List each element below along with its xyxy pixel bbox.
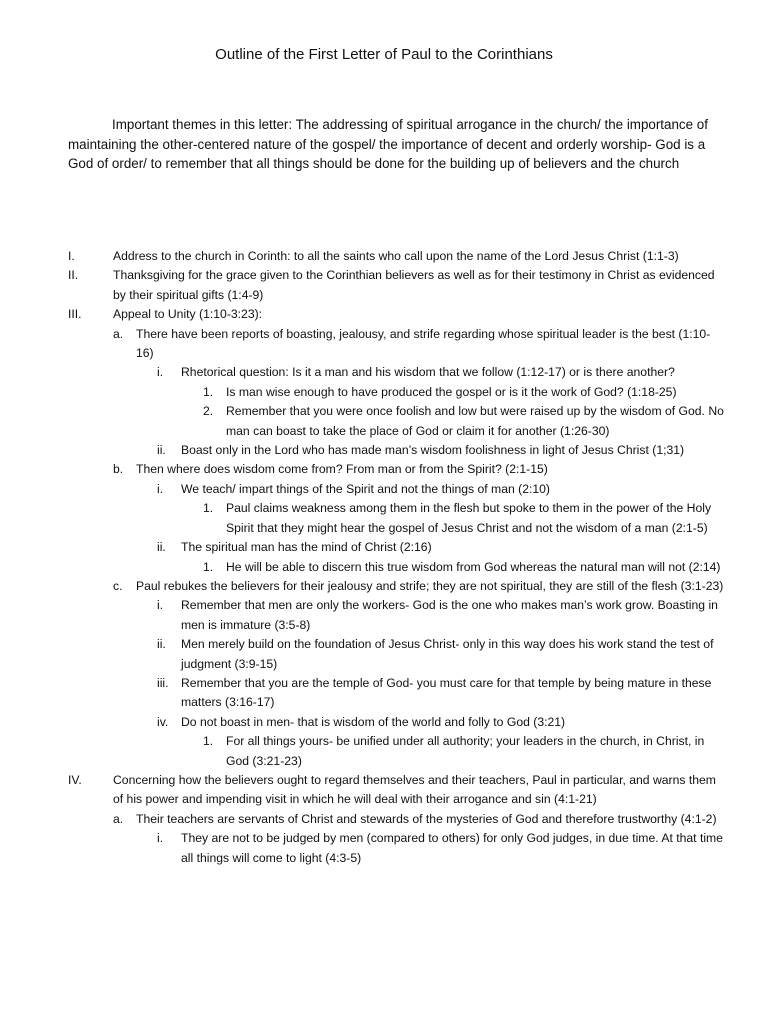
- outline-item-level-2: [0, 810, 768, 829]
- outline-item-label: I.: [68, 249, 75, 263]
- outline-item-text: Then where does wisdom come from? From man or from the Spirit? (2:1-15): [136, 462, 548, 477]
- outline-list: [0, 247, 768, 868]
- outline-item-level-3: [0, 829, 768, 868]
- outline-item-level-4: [0, 402, 768, 441]
- outline-item-level-1: [0, 247, 768, 266]
- outline-item-label: b.: [113, 462, 124, 477]
- outline-item-label: II.: [68, 268, 79, 283]
- outline-item-text: Their teachers are servants of Christ and stewards of the mysteries of God and therefore trustworthy (4:1-2): [136, 811, 717, 826]
- outline-item-label: ii.: [157, 540, 166, 555]
- outline-item-label: 1.: [203, 734, 214, 749]
- outline-item-level-4: [0, 499, 768, 538]
- outline-item-label: 1.: [203, 559, 214, 574]
- outline-item-label: 1.: [203, 384, 214, 399]
- outline-item-label: IV.: [68, 772, 82, 787]
- outline-item-label: a.: [113, 811, 124, 826]
- outline-item-label: ii.: [157, 637, 166, 652]
- outline-item-text: Remember that you were once foolish and low but were raised up by the wisdom of God. No man can boast to take the place of God or claim it for another (1:26-30): [226, 404, 724, 438]
- outline-item-text: Address to the church in Corinth: to all the saints who call upon the name of the Lord Jesus Christ (1:1-3): [113, 249, 679, 263]
- intro-paragraph: [68, 115, 728, 174]
- outline-item-level-4: [0, 383, 768, 402]
- outline-item-label: i.: [157, 831, 164, 846]
- outline-item-level-1: [0, 305, 768, 324]
- outline-item-level-4: [0, 732, 768, 771]
- document-title: Outline of the First Letter of Paul to the Corinthians: [215, 46, 553, 63]
- outline-item-level-2: [0, 460, 768, 479]
- outline-item-label: i.: [157, 598, 164, 613]
- outline-item-label: III.: [68, 307, 82, 322]
- outline-item-label: 1.: [203, 501, 214, 516]
- outline-item-level-3: [0, 441, 768, 460]
- outline-item-level-3: [0, 538, 768, 557]
- outline-item-text: Do not boast in men- that is wisdom of the world and folly to God (3:21): [181, 714, 566, 729]
- outline-item-text: Boast only in the Lord who has made man’s wisdom foolishness in light of Jesus Christ (1;31): [181, 443, 685, 458]
- outline-item-level-1: [0, 266, 768, 305]
- outline-item-level-3: [0, 596, 768, 635]
- outline-item-label: a.: [113, 326, 124, 341]
- outline-item-text: Remember that men are only the workers- God is the one who makes man’s work grow. Boasting in men is immature (3:5-8): [181, 598, 718, 632]
- outline-item-level-3: [0, 713, 768, 732]
- outline-item-text: Is man wise enough to have produced the gospel or is it the work of God? (1:18-25): [226, 384, 677, 399]
- outline-item-text: We teach/ impart things of the Spirit and not the things of man (2:10): [181, 481, 550, 496]
- outline-item-text: Concerning how the believers ought to regard themselves and their teachers, Paul in particular, and warns them of his power and impending visit in which he will deal with their arrogance and sin (4:1-21): [113, 772, 716, 807]
- outline-item-label: c.: [113, 578, 123, 593]
- outline-item-level-3: [0, 363, 768, 382]
- outline-item-label: ii.: [157, 443, 166, 458]
- outline-item-level-2: [0, 325, 768, 364]
- outline-item-text: Remember that you are the temple of God- you must care for that temple by being mature in these matters (3:16-17): [181, 675, 712, 710]
- outline-item-text: They are not to be judged by men (compared to others) for only God judges, in due time. At that time all things will come to light (4:3-5): [181, 831, 723, 865]
- outline-item-text: Rhetorical question: Is it a man and his wisdom that we follow (1:12-17) or is there another?: [181, 365, 675, 380]
- outline-item-label: iii.: [157, 675, 169, 690]
- outline-item-text: Paul rebukes the believers for their jealousy and strife; they are not spiritual, they are still of the flesh (3:1-23): [136, 578, 724, 593]
- outline-item-level-3: [0, 480, 768, 499]
- outline-item-label: iv.: [157, 714, 169, 729]
- outline-item-text: The spiritual man has the mind of Christ (2:16): [181, 540, 432, 555]
- intro-text: Important themes in this letter: The addressing of spiritual arrogance in the church/ the importance of maintaining the other-centered nature of the gospel/ the importance of decent and orderly worship- God is a God of order/ to remember that all things should be done for the building up of believers and the church: [68, 117, 708, 171]
- outline-item-label: i.: [157, 365, 164, 380]
- outline-item-level-4: [0, 558, 768, 577]
- outline-item-text: Paul claims weakness among them in the flesh but spoke to them in the power of the Holy Spirit that they might hear the gospel of Jesus Christ and not the wisdom of a man (2:1-5): [226, 501, 712, 535]
- outline-item-label: i.: [157, 481, 164, 496]
- outline-item-text: For all things yours- be unified under all authority; your leaders in the church, in Christ, in God (3:21-23): [226, 734, 705, 768]
- outline-item-text: Appeal to Unity (1:10-3:23):: [113, 307, 263, 322]
- outline-item-level-3: [0, 674, 768, 713]
- outline-item-text: He will be able to discern this true wisdom from God whereas the natural man will not (2:14): [226, 559, 721, 574]
- outline-item-label: 2.: [203, 404, 214, 419]
- outline-item-text: Men merely build on the foundation of Jesus Christ- only in this way does his work stand the test of judgment (3:9-15): [181, 637, 714, 671]
- outline-item-text: Thanksgiving for the grace given to the Corinthian believers as well as for their testimony in Christ as evidenced by their spiritual gifts (1:4-9): [113, 268, 715, 302]
- outline-item-level-2: [0, 577, 768, 596]
- outline-item-level-1: [0, 771, 768, 810]
- outline-item-level-3: [0, 635, 768, 674]
- outline-item-text: There have been reports of boasting, jealousy, and strife regarding whose spiritual leader is the best (1:10-16): [136, 326, 711, 361]
